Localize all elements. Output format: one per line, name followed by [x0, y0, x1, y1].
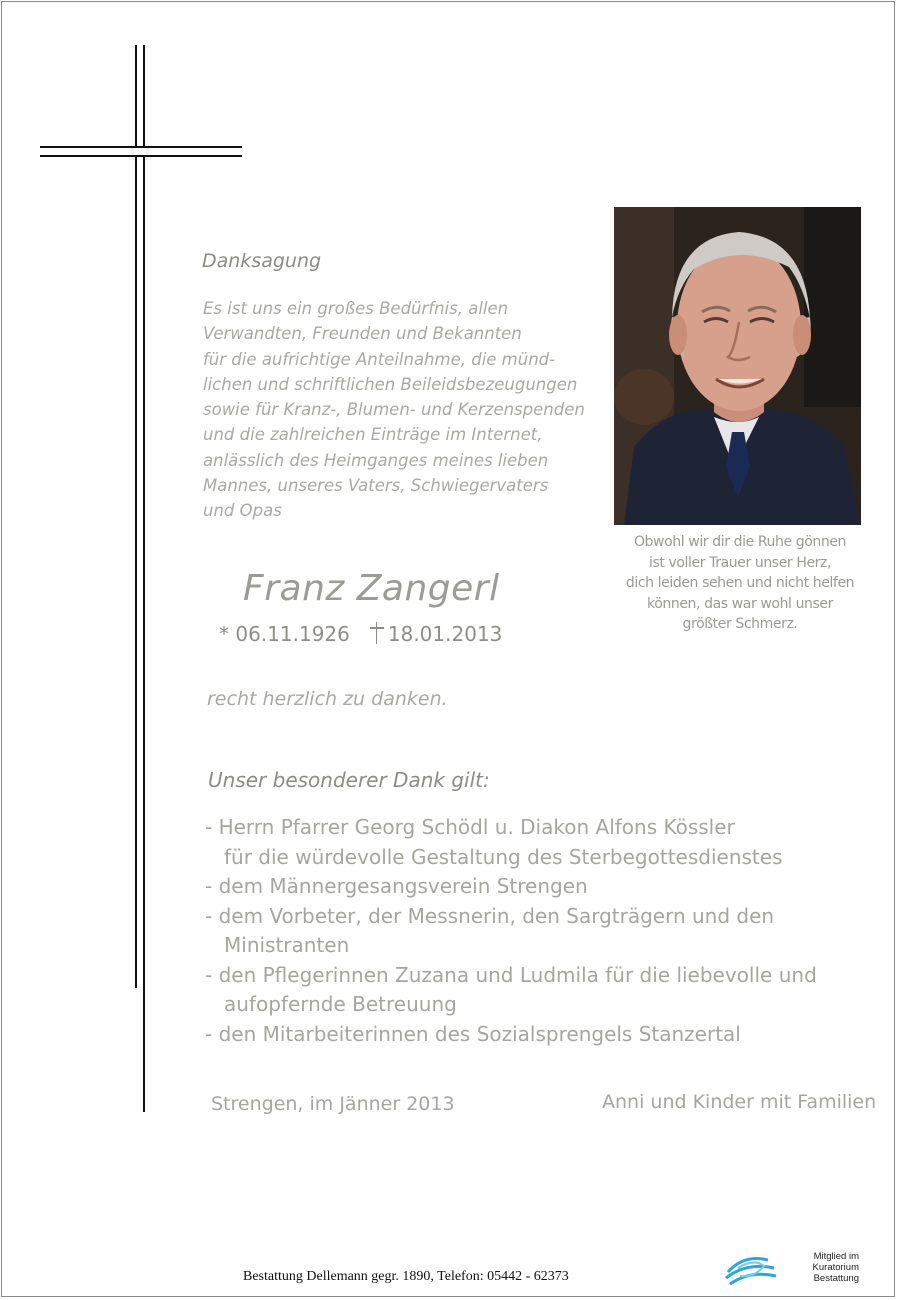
- footer-funeral-home: Bestattung Dellemann gegr. 1890, Telefon: 05442 - 62373: [243, 1269, 569, 1284]
- paragraph-line: Mannes, unseres Vaters, Schwiegervaters: [203, 476, 549, 496]
- paragraph-line: anlässlich des Heimganges meines lieben: [203, 450, 549, 470]
- place-date: Strengen, im Jänner 2013: [211, 1093, 455, 1115]
- list-item-continuation: für die würdevolle Gestaltung des Sterbegottesdienstes: [224, 844, 783, 869]
- special-thanks-list: [205, 813, 845, 1049]
- birth-date: * 06.11.1926: [219, 622, 350, 646]
- death-date: 18.01.2013: [387, 622, 503, 646]
- thanks-line: recht herzlich zu danken.: [207, 688, 448, 710]
- dagger-icon: [370, 622, 384, 644]
- logo-text-line: Kuratorium Bestattung: [812, 1262, 859, 1284]
- list-item: - dem Männergesangsverein Strengen: [205, 874, 588, 898]
- life-dates: [219, 622, 502, 646]
- list-item: - den Mitarbeiterinnen des Sozialsprengels Stanzertal: [205, 1021, 741, 1046]
- list-item-continuation: Ministranten: [224, 933, 350, 957]
- signature: Anni und Kinder mit Familien: [602, 1091, 877, 1113]
- paragraph-line: Es ist uns ein großes Bedürfnis, allen: [203, 299, 509, 318]
- list-item: - dem Vorbeter, der Messnerin, den Sargträgern und den: [205, 903, 775, 928]
- kuratorium-membership-text: [765, 1251, 859, 1284]
- list-item: - Herrn Pfarrer Georg Schödl u. Diakon Alfons Kössler: [205, 815, 735, 839]
- caption-line: Obwohl wir dir die Ruhe gönnen: [633, 534, 847, 550]
- caption-line: dich leiden sehen und nicht helfen: [625, 575, 855, 591]
- paragraph-line: lichen und schriftlichen Beileidsbezeugungen: [203, 374, 578, 394]
- thanks-paragraph: [203, 296, 623, 524]
- photo-caption: [612, 532, 868, 635]
- deceased-name: Franz Zangerl: [243, 568, 500, 609]
- paragraph-line: sowie für Kranz-, Blumen- und Kerzenspenden: [203, 400, 585, 420]
- portrait-photo: [614, 207, 861, 525]
- caption-line: größter Schmerz.: [682, 616, 798, 632]
- list-item: - den Pflegerinnen Zuzana und Ludmila für die liebevolle und: [205, 962, 817, 987]
- heading-danksagung: Danksagung: [202, 250, 322, 272]
- logo-text-line: Mitglied im: [813, 1251, 859, 1262]
- caption-line: ist voller Trauer unser Herz,: [648, 554, 832, 571]
- paragraph-line: und die zahlreichen Einträge im Internet,: [203, 425, 543, 445]
- caption-line: können, das war wohl unser: [647, 595, 833, 612]
- paragraph-line: Verwandten, Freunden und Bekannten: [203, 324, 522, 344]
- list-item-continuation: aufopfernde Betreuung: [224, 992, 457, 1016]
- paragraph-line: für die aufrichtige Anteilnahme, die münd-: [203, 349, 556, 369]
- paragraph-line: und Opas: [203, 501, 282, 521]
- special-thanks-heading: Unser besonderer Dank gilt:: [208, 768, 490, 792]
